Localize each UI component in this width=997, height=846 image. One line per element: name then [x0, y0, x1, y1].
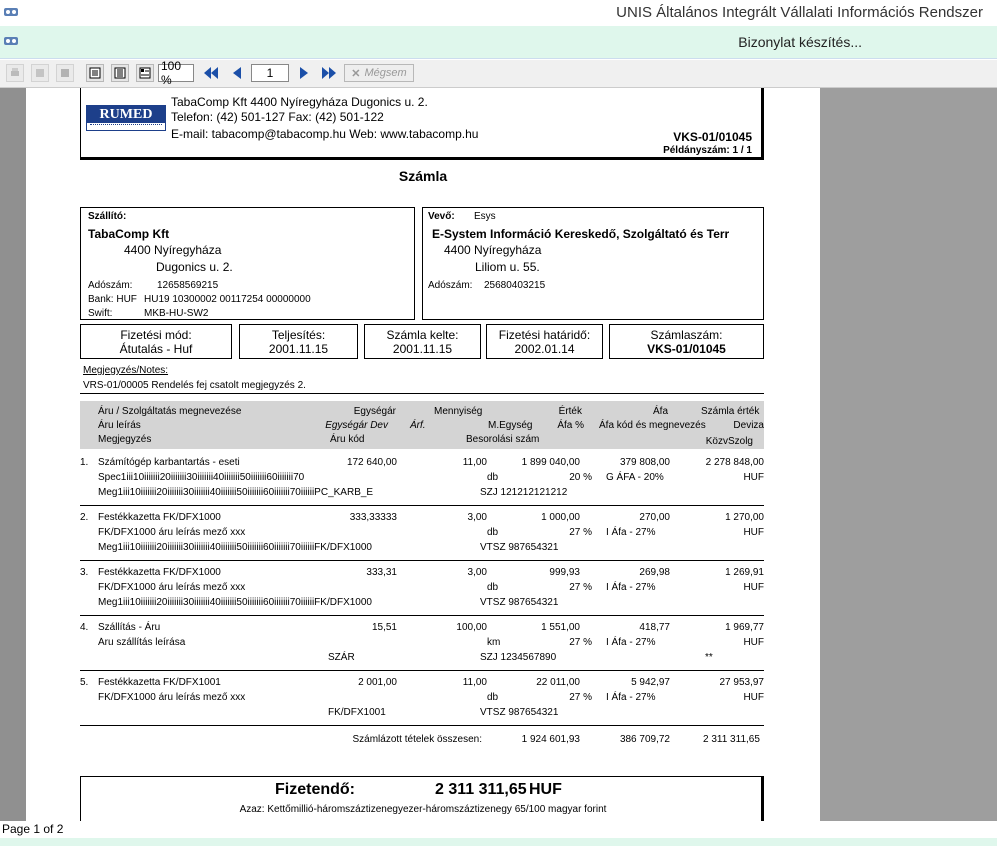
- cancel-button[interactable]: [344, 64, 414, 82]
- item-vat-code: I Áfa - 27%: [606, 582, 656, 593]
- item-total: 1 270,00: [725, 512, 764, 523]
- col-vat-header: Áfa: [653, 406, 669, 417]
- next-page-icon[interactable]: [295, 64, 313, 82]
- item-vat: 5 942,97: [631, 677, 670, 688]
- item-vat-pct: 27 %: [569, 692, 592, 703]
- item-class: VTSZ 987654321: [480, 597, 559, 608]
- item-code: FK/DFX1001: [328, 707, 386, 718]
- item-total: 2 278 848,00: [705, 457, 764, 468]
- item-total: 27 953,97: [719, 677, 764, 688]
- item-vat-pct: 27 %: [569, 637, 592, 648]
- supplier-swift-label: Swift:: [88, 308, 113, 319]
- item-no: 1.: [80, 457, 89, 468]
- item-no: 4.: [80, 622, 89, 633]
- item-desc: FK/DFX1000 áru leírás mező xxx: [98, 692, 246, 703]
- doc-title: Számla: [398, 168, 448, 184]
- supplier-swift: MKB-HU-SW2: [144, 308, 209, 319]
- item-value: 1 899 040,00: [521, 457, 580, 468]
- item-desc: Spec1iii10iiiiiii20iiiiiii30iiiiiii40iiiiiii50iiiiiii60iiiiiii70: [98, 472, 305, 483]
- toolbar: [0, 60, 997, 88]
- col-vatcode-header: Áfa kód és megnevezés: [599, 420, 706, 431]
- row-divider: [80, 505, 764, 506]
- item-vat-code: I Áfa - 27%: [606, 527, 656, 538]
- item-no: 2.: [80, 512, 89, 523]
- first-page-icon[interactable]: [201, 64, 221, 82]
- col-currency-header: Deviza: [733, 420, 764, 431]
- item-desc: FK/DFX1000 áru leírás mező xxx: [98, 527, 246, 538]
- invoice-number-box: Számlaszám: VKS-01/01045: [609, 324, 764, 359]
- col-kozv-header: KözvSzolg: [705, 436, 753, 447]
- item-name: Szállítás - Áru: [98, 622, 161, 633]
- item-vat-code: G ÁFA - 20%: [606, 472, 664, 483]
- item-vat-pct: 20 %: [569, 472, 592, 483]
- item-name: Számítógép karbantartás - eseti: [98, 457, 240, 468]
- two-page-icon[interactable]: [111, 64, 129, 82]
- item-total: 1 969,77: [725, 622, 764, 633]
- item-currency: HUF: [743, 582, 764, 593]
- col-note-header: Megjegyzés: [98, 434, 152, 445]
- buyer-street: Liliom u. 55.: [475, 260, 540, 274]
- item-unit: db: [487, 472, 499, 483]
- col-rate-header: Árf.: [410, 420, 426, 431]
- divider: [80, 393, 764, 394]
- notes-text: VRS-01/00005 Rendelés fej csatolt megjegyzés 2.: [83, 380, 306, 391]
- export-icon[interactable]: [31, 64, 49, 82]
- item-kozv: **: [705, 652, 713, 663]
- app-icon: [3, 6, 19, 18]
- report-viewer[interactable]: [0, 88, 997, 821]
- item-name: Festékkazetta FK/DFX1000: [98, 567, 221, 578]
- item-no: 3.: [80, 567, 89, 578]
- row-divider: [80, 725, 764, 726]
- item-vat-code: I Áfa - 27%: [606, 692, 656, 703]
- zoom-field[interactable]: 100 %: [158, 64, 194, 82]
- phone-line: Telefon: (42) 501-127 Fax: (42) 501-122: [171, 110, 384, 124]
- item-vat: 379 808,00: [619, 457, 670, 468]
- window-title: UNIS Általános Integrált Vállalati Információs Rendszer: [616, 4, 983, 21]
- col-unit-header: M.Egység: [488, 420, 533, 431]
- supplier-label: Szállító:: [88, 211, 127, 222]
- item-class: VTSZ 987654321: [480, 542, 559, 553]
- col-name-header: Áru / Szolgáltatás megnevezése: [98, 406, 242, 417]
- totals-label: Számlázott tételek összesen:: [352, 734, 482, 745]
- item-currency: HUF: [743, 527, 764, 538]
- supplier-bank: HU19 10300002 00117254 00000000: [144, 294, 311, 305]
- company-line: TabaComp Kft 4400 Nyíregyháza Dugonics u. 2.: [171, 95, 428, 109]
- item-currency: HUF: [743, 637, 764, 648]
- item-vat: 269,98: [639, 567, 670, 578]
- cancel-label: Mégsem: [364, 67, 407, 79]
- viewer-margin: [0, 88, 26, 821]
- page-view-icon[interactable]: [86, 64, 104, 82]
- item-qty: 11,00: [462, 677, 487, 688]
- list-view-icon[interactable]: [136, 64, 154, 82]
- item-value: 999,93: [549, 567, 580, 578]
- item-vat: 418,77: [639, 622, 670, 633]
- item-vat-pct: 27 %: [569, 582, 592, 593]
- col-total-header: Számla érték: [701, 406, 760, 417]
- buyer-label: Vevő:: [428, 211, 455, 222]
- item-desc: Áru szállítás leírása: [98, 637, 186, 648]
- supplier-tax: 12658569215: [157, 280, 219, 291]
- page-indicator: Page 1 of 2: [2, 822, 64, 836]
- item-unit: km: [487, 637, 501, 648]
- item-qty: 3,00: [467, 567, 487, 578]
- item-qty: 11,00: [462, 457, 487, 468]
- buyer-tax-label: Adószám:: [428, 280, 473, 291]
- item-vat-code: I Áfa - 27%: [606, 637, 656, 648]
- item-currency: HUF: [743, 692, 764, 703]
- item-price: 15,51: [371, 622, 397, 633]
- due-date-box: Fizetési határidő: 2002.01.14: [486, 324, 603, 359]
- payable-amount: 2 311 311,65: [435, 781, 527, 798]
- item-qty: 100,00: [456, 622, 487, 633]
- payment-method-box: Fizetési mód: Átutalás - Huf: [80, 324, 232, 359]
- supplier-tax-label: Adószám:: [88, 280, 133, 291]
- item-total: 1 269,91: [725, 567, 764, 578]
- item-note: Meg1iii10iiiiiii20iiiiiii30iiiiiii40iiiiiii50iiiiiii60iiiiiii70iiiiiiFK/DFX1000: [98, 542, 372, 553]
- fulfilment-date-box: Teljesítés: 2001.11.15: [239, 324, 358, 359]
- buyer-box: [422, 207, 764, 320]
- item-vat-pct: 27 %: [569, 527, 592, 538]
- item-desc: FK/DFX1000 áru leírás mező xxx: [98, 582, 246, 593]
- item-qty: 3,00: [467, 512, 487, 523]
- supplier-name: TabaComp Kft: [88, 227, 170, 241]
- item-class: SZJ 1234567890: [480, 652, 557, 663]
- email-line: E-mail: tabacomp@tabacomp.hu Web: www.tabacomp.hu: [171, 127, 479, 141]
- title-bar: [0, 0, 997, 25]
- item-value: 1 000,00: [541, 512, 580, 523]
- item-price: 333,31: [366, 567, 397, 578]
- prev-page-icon[interactable]: [228, 64, 246, 82]
- sub-title-bar: [0, 26, 997, 59]
- doc-number: VKS-01/01045: [673, 130, 752, 144]
- item-name: Festékkazetta FK/DFX1001: [98, 677, 221, 688]
- window-subtitle: Bizonylat készítés...: [738, 34, 862, 50]
- row-divider: [80, 615, 764, 616]
- buyer-tax: 25680403215: [484, 280, 546, 291]
- totals-value: 1 924 601,93: [521, 734, 580, 745]
- item-price: 172 640,00: [346, 457, 397, 468]
- row-divider: [80, 670, 764, 671]
- app-icon-small: [3, 35, 19, 47]
- payable-words: Azaz: Kettőmillió-háromszáztizenegyezer-háromszáztizenegy 65/100 magyar forint: [239, 804, 607, 815]
- notes-label: Megjegyzés/Notes:: [83, 365, 169, 376]
- buyer-city: 4400 Nyíregyháza: [444, 243, 542, 257]
- item-note: Meg1iii10iiiiiii20iiiiiii30iiiiiii40iiiiiii50iiiiiii60iiiiiii70iiiiiiPC_KARB_E: [98, 487, 374, 498]
- item-class: SZJ 121212121212: [480, 487, 568, 498]
- close-icon: ✕: [351, 67, 361, 80]
- col-qty-header: Mennyiség: [434, 406, 483, 417]
- col-price-header: Egységár: [353, 406, 396, 417]
- item-no: 5.: [80, 677, 89, 688]
- col-price-dev-header: Egységár Dev: [325, 420, 388, 431]
- supplier-street: Dugonics u. 2.: [156, 260, 233, 274]
- supplier-city: 4400 Nyíregyháza: [124, 243, 222, 257]
- item-note: Meg1iii10iiiiiii20iiiiiii30iiiiiii40iiiiiii50iiiiiii60iiiiiii70iiiiiiFK/DFX1000: [98, 597, 372, 608]
- col-desc-header: Áru leírás: [98, 420, 141, 431]
- bottom-strip: [0, 838, 997, 846]
- item-unit: db: [487, 527, 499, 538]
- buyer-name: E-System Információ Kereskedő, Szolgáltató és Terr: [432, 227, 730, 241]
- page-number-field[interactable]: 1: [251, 64, 289, 82]
- col-code-header: Áru kód: [330, 434, 365, 445]
- buyer-short: Esys: [474, 211, 496, 222]
- invoice-date-box: Számla kelte: 2001.11.15: [364, 324, 481, 359]
- item-unit: db: [487, 582, 499, 593]
- col-class-header: Besorolási szám: [466, 434, 540, 445]
- item-unit: db: [487, 692, 499, 703]
- item-vat: 270,00: [639, 512, 670, 523]
- totals-total: 2 311 311,65: [703, 734, 760, 745]
- stop-icon[interactable]: [56, 64, 74, 82]
- copy-count: Példányszám: 1 / 1: [663, 145, 752, 156]
- status-bar: [0, 821, 997, 838]
- totals-vat: 386 709,72: [619, 734, 670, 745]
- item-price: 333,33333: [349, 512, 397, 523]
- item-value: 1 551,00: [541, 622, 580, 633]
- item-value: 22 011,00: [536, 677, 580, 688]
- payable-label: Fizetendő:: [275, 781, 355, 798]
- print-icon[interactable]: [6, 64, 24, 82]
- item-currency: HUF: [743, 472, 764, 483]
- col-value-header: Érték: [558, 406, 582, 417]
- company-logo: RUMED: [86, 105, 166, 131]
- row-divider: [80, 560, 764, 561]
- payable-currency: HUF: [529, 781, 562, 798]
- supplier-bank-label: Bank: HUF: [88, 294, 137, 305]
- item-price: 2 001,00: [358, 677, 397, 688]
- item-code: SZÁR: [328, 652, 355, 663]
- report-page: [26, 88, 820, 821]
- item-class: VTSZ 987654321: [480, 707, 559, 718]
- item-name: Festékkazetta FK/DFX1000: [98, 512, 221, 523]
- last-page-icon[interactable]: [318, 64, 340, 82]
- col-vatpct-header: Áfa %: [557, 420, 584, 431]
